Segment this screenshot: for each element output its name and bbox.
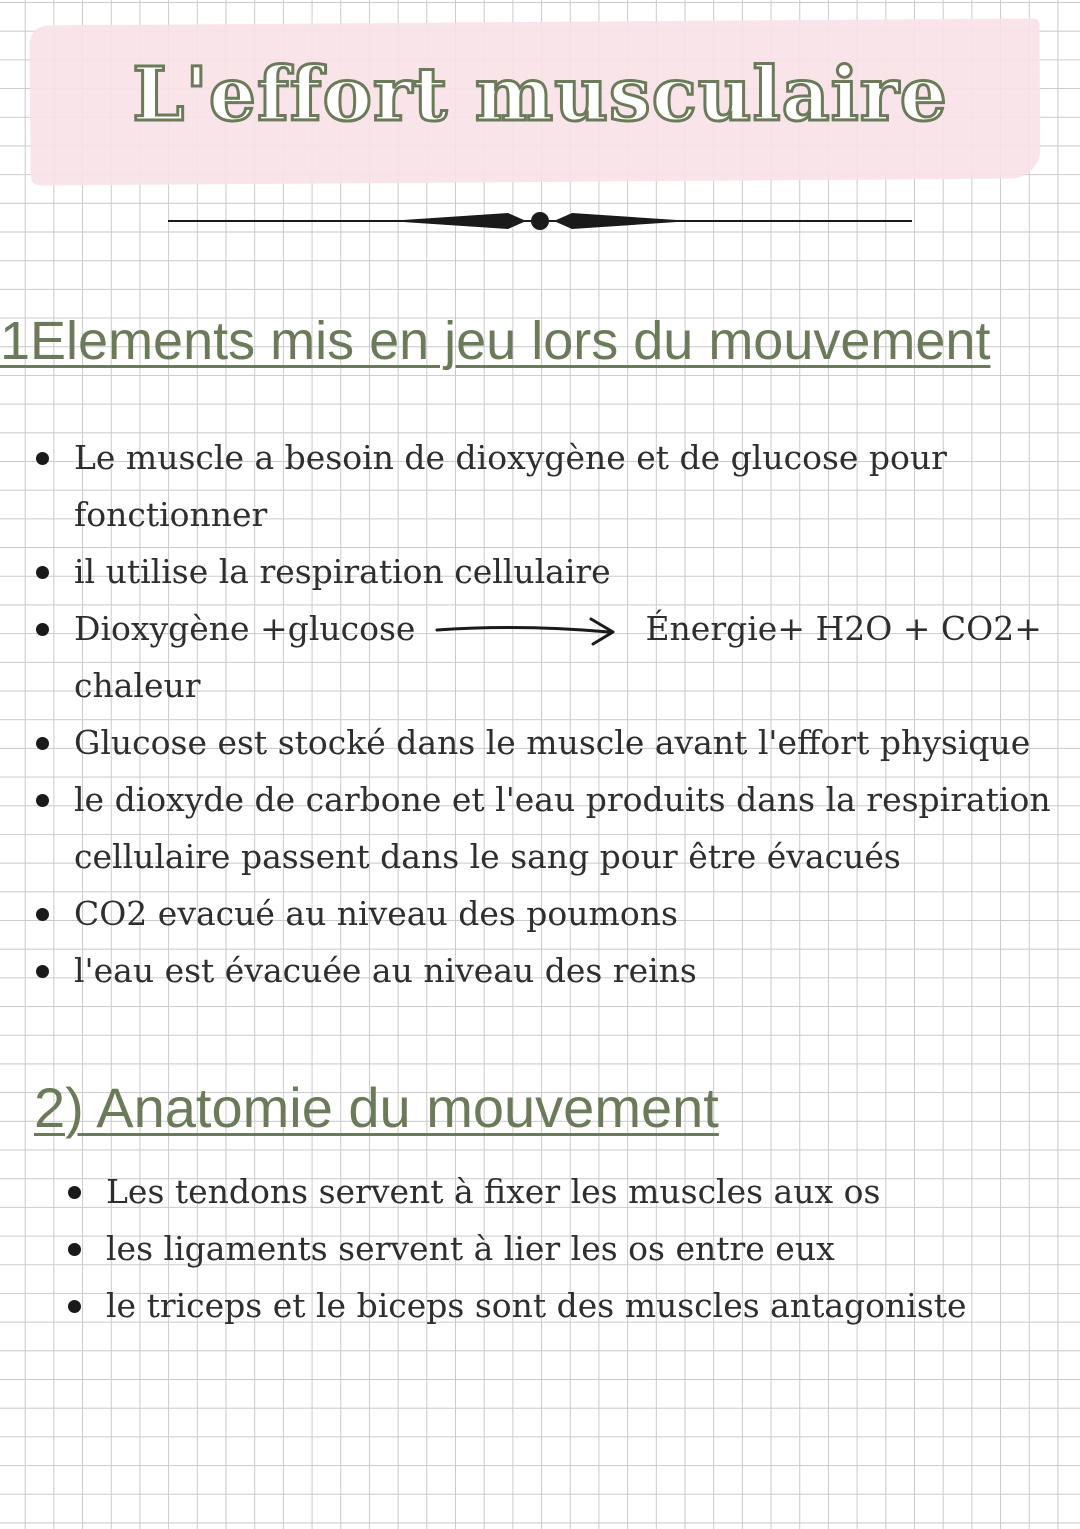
list-item: le triceps et le biceps sont des muscles antagoniste [62, 1277, 1062, 1334]
list-item: l'eau est évacuée au niveau des reins [30, 942, 1070, 999]
section-2-heading: 2) Anatomie du mouvement [34, 1076, 719, 1139]
list-item: Les tendons servent à fixer les muscles aux os [62, 1163, 1062, 1220]
list-item: CO2 evacué au niveau des poumons [30, 885, 1070, 942]
list-item: le dioxyde de carbone et l'eau produits dans la respiration cellulaire passent dans le sang pour être évacués [30, 771, 1070, 885]
equation-products: Énergie+ H2O + CO2+ chaleur [74, 609, 1042, 705]
ornamental-divider-icon [168, 204, 912, 238]
section-1-heading: 1Elements mis en jeu lors du mouvement [0, 311, 991, 371]
list-item: Le muscle a besoin de dioxygène et de glucose pour fonctionner [30, 429, 1070, 543]
right-arrow-icon [433, 616, 623, 646]
section-1-list [30, 429, 1070, 999]
list-item: Glucose est stocké dans le muscle avant l'effort physique [30, 714, 1070, 771]
section-2-list [62, 1163, 1062, 1334]
list-item-equation [30, 600, 1070, 714]
page-title: L'effort musculaire [132, 52, 948, 138]
list-item: il utilise la respiration cellulaire [30, 543, 1070, 600]
list-item: les ligaments servent à lier les os entre eux [62, 1220, 1062, 1277]
equation-reactants: Dioxygène +glucose [74, 609, 416, 648]
